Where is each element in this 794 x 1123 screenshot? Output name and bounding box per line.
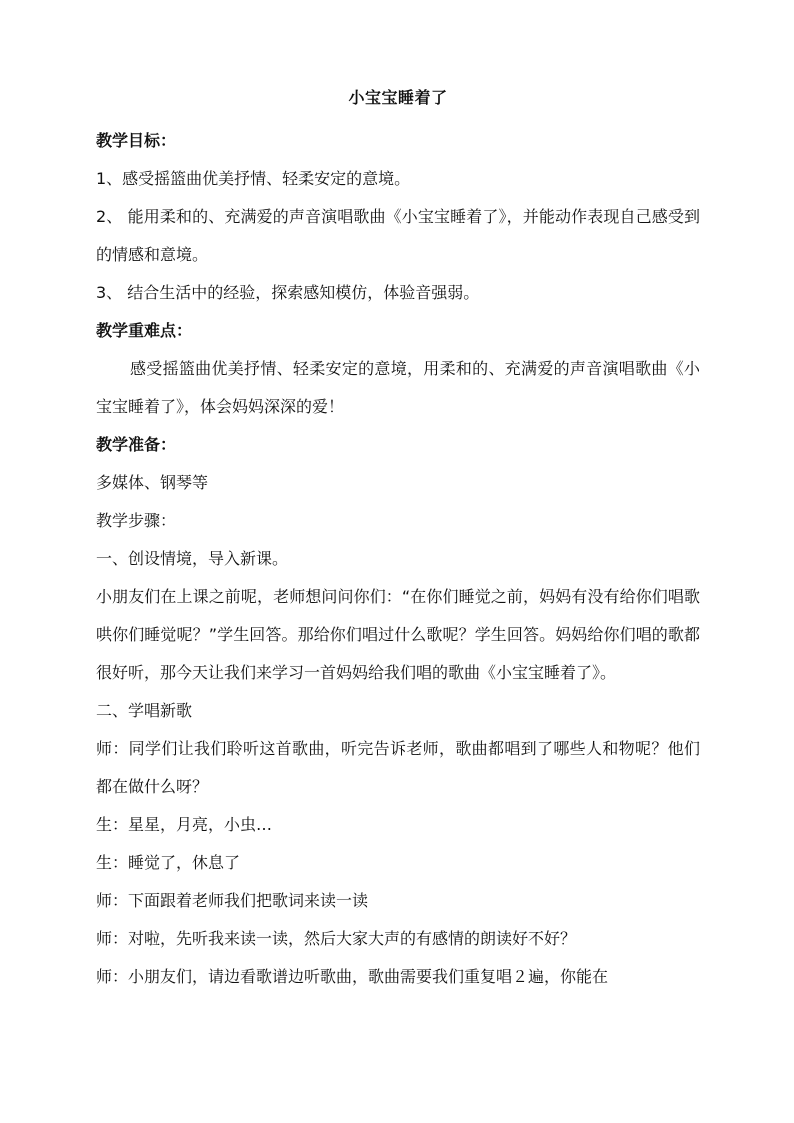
document-body (96, 84, 700, 996)
goal-item-3: 3、 结合生活中的经验，探索感知模仿，体验音强弱。 (96, 283, 480, 302)
preparation-text: 多媒体、钢琴等 (96, 473, 209, 492)
goal-item-1: 1、感受摇篮曲优美抒情、轻柔安定的意境。 (96, 169, 411, 188)
dialog-line-4: 师：下面跟着老师我们把歌词来读一读 (96, 891, 369, 910)
dialog-line-1: 师：同学们让我们聆听这首歌曲，听完告诉老师，歌曲都唱到了哪些人和物呢？他们都在做什么呀？ (96, 739, 700, 796)
goal-item-2: 2、 能用柔和的、充满爱的声音演唱歌曲《小宝宝睡着了》，并能动作表现自己感受到的情感和意境。 (96, 207, 700, 264)
document-title: 小宝宝睡着了 (348, 88, 448, 107)
dialog-line-3: 生：睡觉了，休息了 (96, 853, 241, 872)
key-points-text: 感受摇篮曲优美抒情、轻柔安定的意境，用柔和的、充满爱的声音演唱歌曲《小宝宝睡着了》，体会妈妈深深的爱！ (96, 359, 700, 416)
dialog-line-2: 生：星星，月亮，小虫… (96, 815, 273, 834)
goals-heading: 教学目标： (96, 131, 177, 150)
step-1-heading: 一、创设情境，导入新课。 (96, 549, 289, 568)
dialog-line-5: 师：对啦，先听我来读一读，然后大家大声的有感情的朗读好不好？ (96, 929, 577, 948)
dialog-line-6: 师：小朋友们，请边看歌谱边听歌曲，歌曲需要我们重复唱２遍，你能在 (96, 967, 609, 986)
step-2-heading: 二、学唱新歌 (96, 701, 193, 720)
step-1-text: 小朋友们在上课之前呢，老师想问问你们：“在你们睡觉之前，妈妈有没有给你们唱歌哄你们睡觉呢？”学生回答。那给你们唱过什么歌呢？学生回答。妈妈给你们唱的歌都很好听，那今天让我们来学习一首妈妈给我们唱的歌曲《小宝宝睡着了》。 (96, 587, 700, 682)
preparation-heading: 教学准备： (96, 435, 177, 454)
steps-heading: 教学步骤： (96, 511, 177, 530)
key-points-heading: 教学重难点： (96, 321, 193, 340)
